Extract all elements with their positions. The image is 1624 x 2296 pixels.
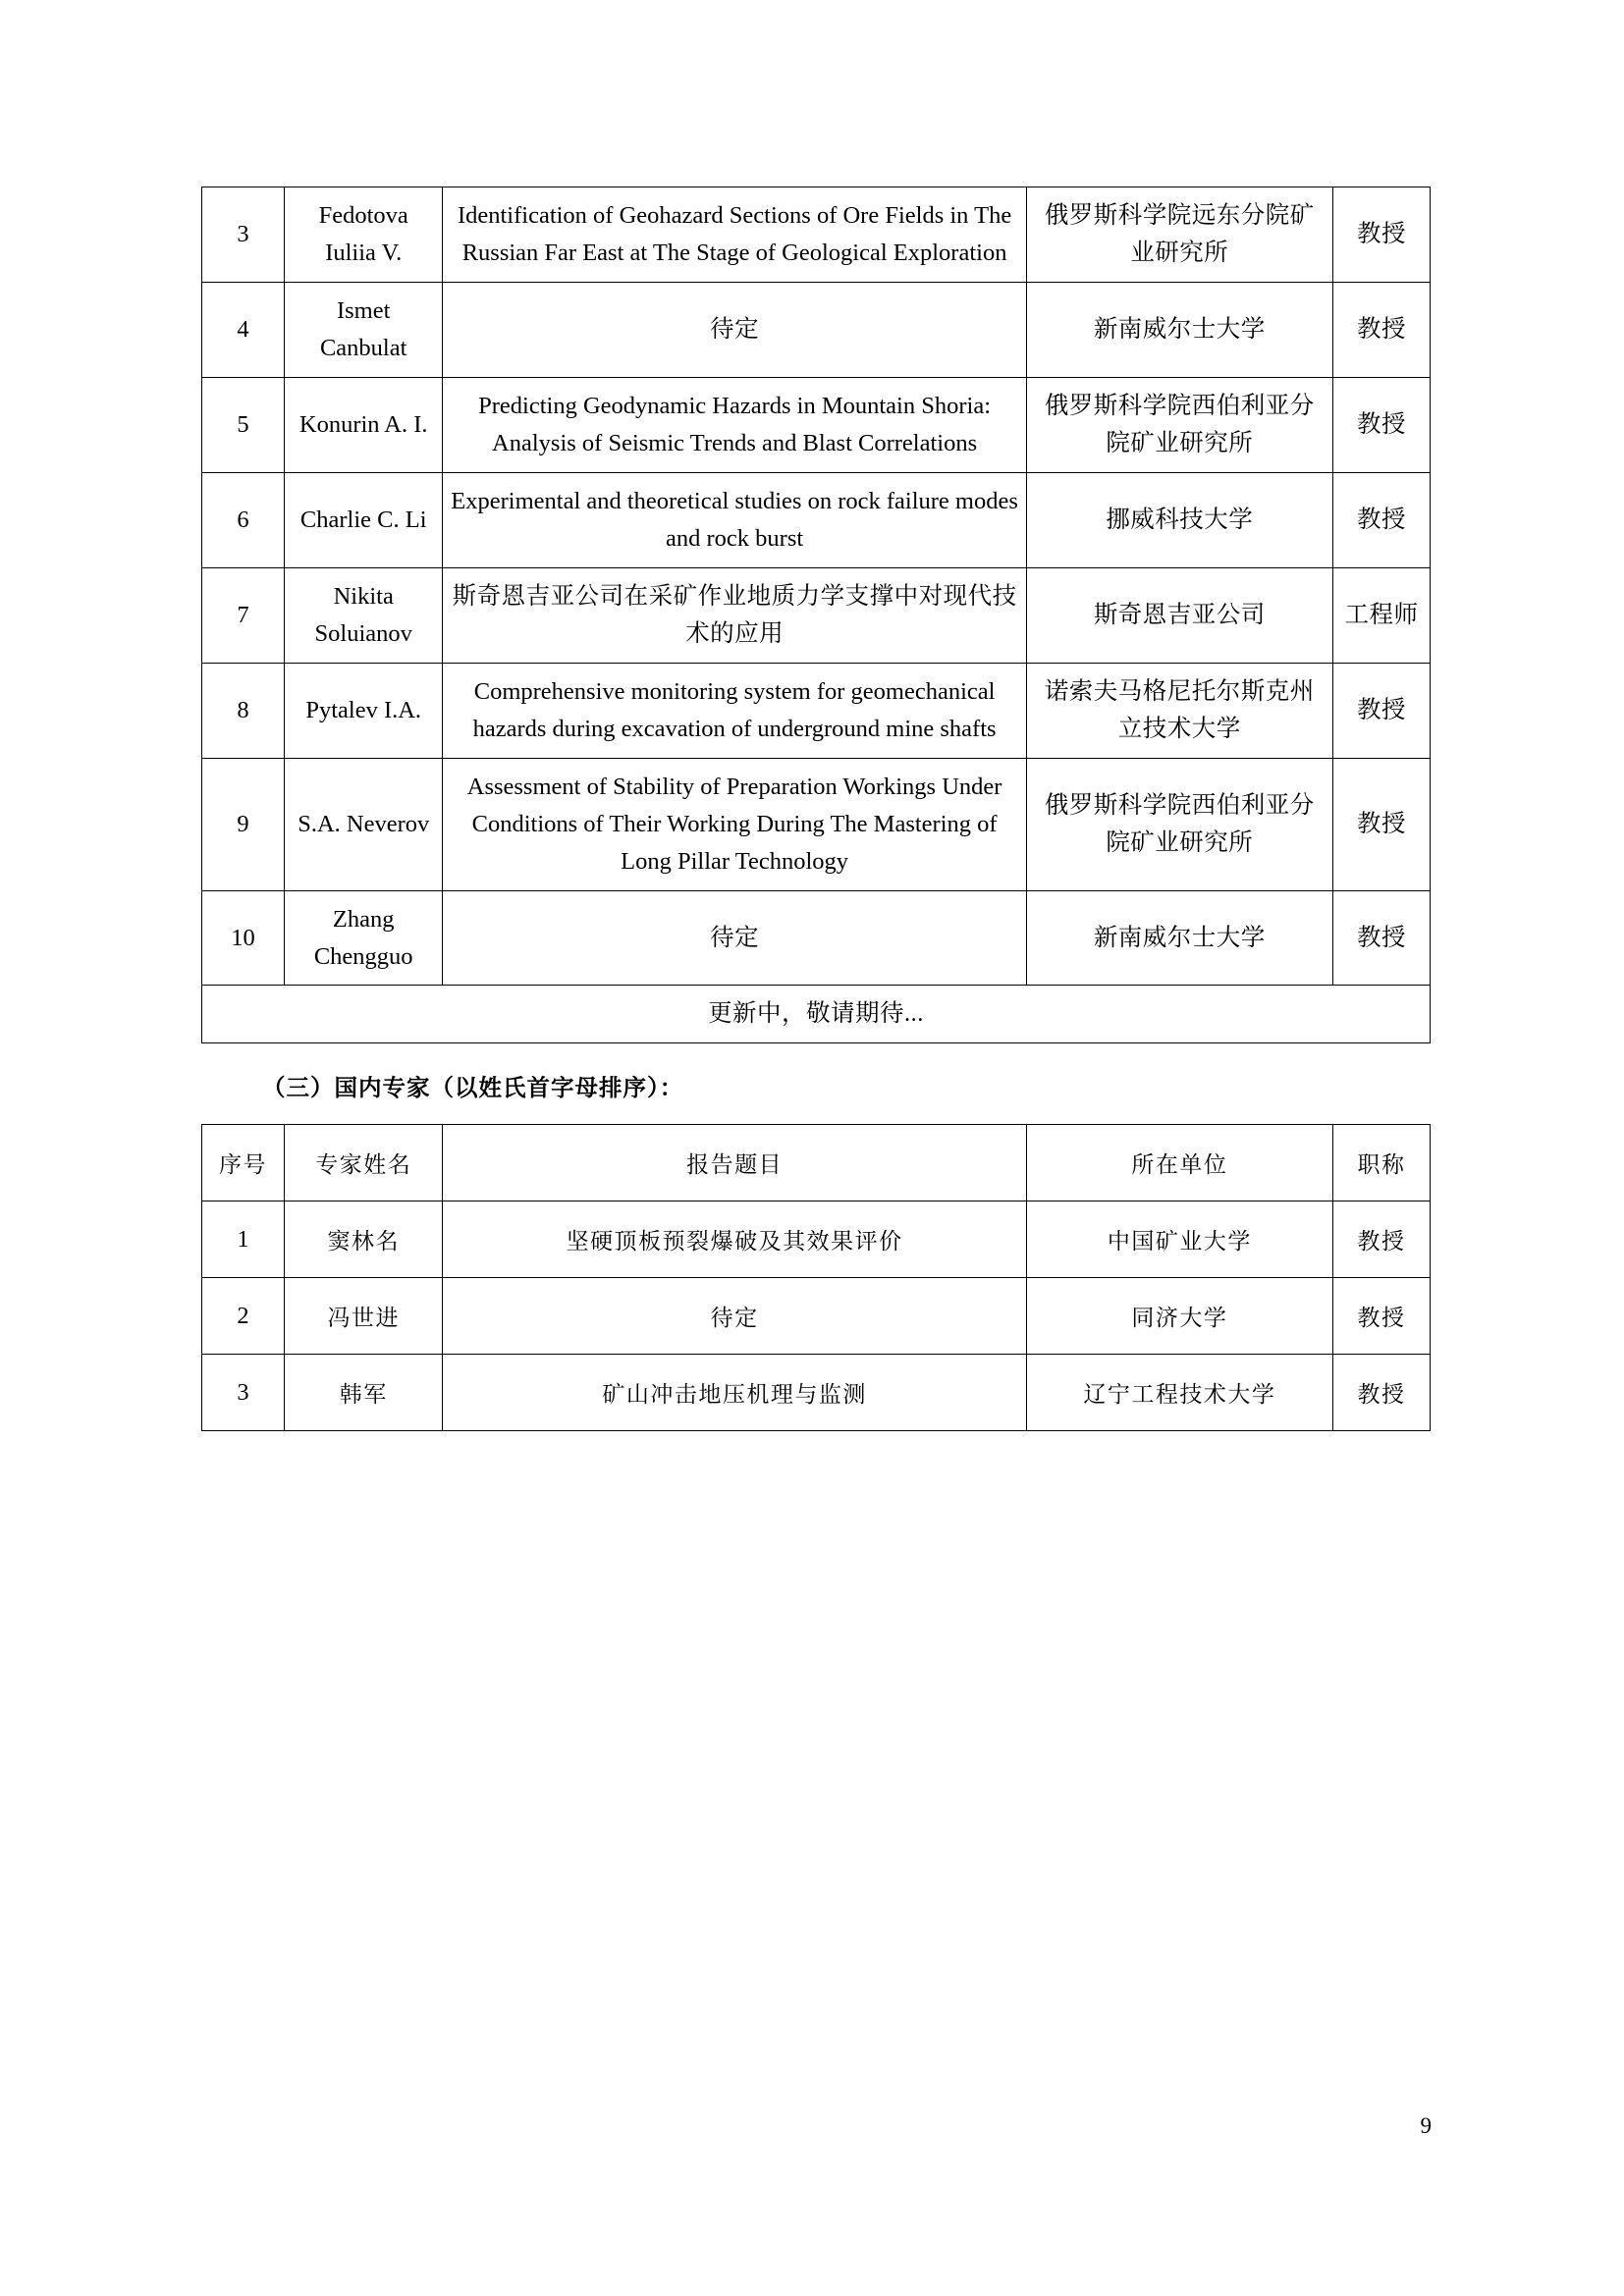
cell-title: 待定 bbox=[443, 890, 1026, 986]
table-row bbox=[202, 1355, 1431, 1431]
cell-no: 7 bbox=[202, 567, 285, 663]
cell-rank: 教授 bbox=[1332, 1201, 1430, 1278]
cell-name: Zhang Chengguo bbox=[284, 890, 442, 986]
table-row bbox=[202, 663, 1431, 758]
cell-no: 2 bbox=[202, 1278, 285, 1355]
cell-name: 窦林名 bbox=[284, 1201, 442, 1278]
table-row bbox=[202, 187, 1431, 283]
cell-org: 挪威科技大学 bbox=[1026, 472, 1332, 567]
cell-title: Assessment of Stability of Preparation Workings Under Conditions of Their Working During The Mastering of Long Pillar Technology bbox=[443, 758, 1026, 890]
cell-name: Pytalev I.A. bbox=[284, 663, 442, 758]
cell-org: 同济大学 bbox=[1026, 1278, 1332, 1355]
table-row bbox=[202, 282, 1431, 377]
cell-rank: 教授 bbox=[1332, 377, 1430, 472]
cell-org: 诺索夫马格尼托尔斯克州立技术大学 bbox=[1026, 663, 1332, 758]
cell-name: 韩军 bbox=[284, 1355, 442, 1431]
international-experts-table bbox=[201, 187, 1431, 1043]
page-content bbox=[201, 187, 1431, 1431]
table-row bbox=[202, 567, 1431, 663]
cell-title: Comprehensive monitoring system for geomechanical hazards during excavation of underground mine shafts bbox=[443, 663, 1026, 758]
cell-rank: 教授 bbox=[1332, 187, 1430, 283]
cell-no: 3 bbox=[202, 187, 285, 283]
cell-name: Konurin A. I. bbox=[284, 377, 442, 472]
column-header-title: 报告题目 bbox=[443, 1125, 1026, 1201]
table-header-row bbox=[202, 1125, 1431, 1201]
cell-name: Nikita Soluianov bbox=[284, 567, 442, 663]
domestic-experts-table bbox=[201, 1124, 1431, 1431]
update-notice: 更新中，敬请期待... bbox=[202, 986, 1431, 1043]
cell-name: Fedotova Iuliia V. bbox=[284, 187, 442, 283]
cell-title: 斯奇恩吉亚公司在采矿作业地质力学支撑中对现代技术的应用 bbox=[443, 567, 1026, 663]
cell-org: 新南威尔士大学 bbox=[1026, 282, 1332, 377]
cell-rank: 教授 bbox=[1332, 472, 1430, 567]
column-header-no: 序号 bbox=[202, 1125, 285, 1201]
cell-rank: 教授 bbox=[1332, 758, 1430, 890]
cell-title: 待定 bbox=[443, 282, 1026, 377]
cell-name: 冯世进 bbox=[284, 1278, 442, 1355]
cell-org: 俄罗斯科学院西伯利亚分院矿业研究所 bbox=[1026, 758, 1332, 890]
cell-org: 俄罗斯科学院西伯利亚分院矿业研究所 bbox=[1026, 377, 1332, 472]
cell-rank: 教授 bbox=[1332, 890, 1430, 986]
cell-no: 10 bbox=[202, 890, 285, 986]
cell-name: Ismet Canbulat bbox=[284, 282, 442, 377]
cell-no: 9 bbox=[202, 758, 285, 890]
page-number: 9 bbox=[1420, 2113, 1432, 2138]
cell-org: 辽宁工程技术大学 bbox=[1026, 1355, 1332, 1431]
table-row bbox=[202, 472, 1431, 567]
cell-title: 坚硬顶板预裂爆破及其效果评价 bbox=[443, 1201, 1026, 1278]
cell-no: 5 bbox=[202, 377, 285, 472]
table-row bbox=[202, 1201, 1431, 1278]
cell-name: Charlie C. Li bbox=[284, 472, 442, 567]
cell-no: 8 bbox=[202, 663, 285, 758]
column-header-name: 专家姓名 bbox=[284, 1125, 442, 1201]
cell-title: 矿山冲击地压机理与监测 bbox=[443, 1355, 1026, 1431]
cell-title: 待定 bbox=[443, 1278, 1026, 1355]
table-row bbox=[202, 890, 1431, 986]
cell-org: 新南威尔士大学 bbox=[1026, 890, 1332, 986]
cell-no: 1 bbox=[202, 1201, 285, 1278]
cell-title: Identification of Geohazard Sections of Ore Fields in The Russian Far East at The Stage of Geological Exploration bbox=[443, 187, 1026, 283]
cell-no: 3 bbox=[202, 1355, 285, 1431]
table-row bbox=[202, 758, 1431, 890]
table-row bbox=[202, 377, 1431, 472]
cell-no: 6 bbox=[202, 472, 285, 567]
section-heading-domestic: （三）国内专家（以姓氏首字母排序）： bbox=[262, 1074, 684, 1102]
cell-org: 俄罗斯科学院远东分院矿业研究所 bbox=[1026, 187, 1332, 283]
column-header-org: 所在单位 bbox=[1026, 1125, 1332, 1201]
cell-title: Predicting Geodynamic Hazards in Mountain Shoria: Analysis of Seismic Trends and Blast Correlations bbox=[443, 377, 1026, 472]
cell-title: Experimental and theoretical studies on rock failure modes and rock burst bbox=[443, 472, 1026, 567]
table-row bbox=[202, 1278, 1431, 1355]
table-row-notice bbox=[202, 986, 1431, 1043]
cell-rank: 教授 bbox=[1332, 1278, 1430, 1355]
cell-rank: 教授 bbox=[1332, 282, 1430, 377]
cell-rank: 工程师 bbox=[1332, 567, 1430, 663]
cell-rank: 教授 bbox=[1332, 1355, 1430, 1431]
cell-name: S.A. Neverov bbox=[284, 758, 442, 890]
cell-no: 4 bbox=[202, 282, 285, 377]
column-header-rank: 职称 bbox=[1332, 1125, 1430, 1201]
cell-rank: 教授 bbox=[1332, 663, 1430, 758]
cell-org: 中国矿业大学 bbox=[1026, 1201, 1332, 1278]
cell-org: 斯奇恩吉亚公司 bbox=[1026, 567, 1332, 663]
